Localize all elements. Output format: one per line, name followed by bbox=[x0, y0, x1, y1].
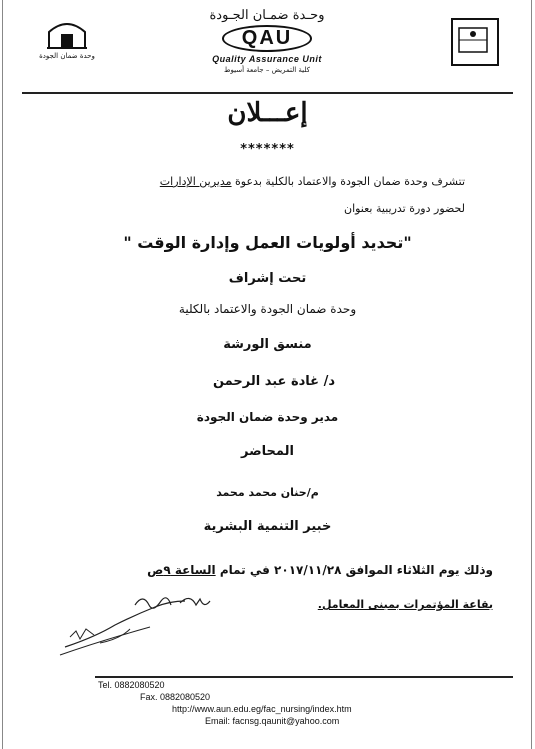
quality-unit-logo bbox=[32, 14, 102, 60]
faculty-name: كلية التمريض – جامعة أسيوط bbox=[224, 66, 310, 74]
header-divider bbox=[22, 92, 513, 94]
time-text: الساعة ٩ص bbox=[147, 563, 216, 577]
building-emblem-icon bbox=[45, 14, 89, 50]
handwritten-signatures bbox=[40, 585, 260, 665]
date-time-line bbox=[40, 563, 493, 577]
course-title: "تحديد أولويات العمل وإدارة الوقت " bbox=[123, 233, 412, 252]
page-edge-right bbox=[531, 0, 532, 749]
supervision-label: تحت إشراف bbox=[228, 271, 307, 286]
footer-divider bbox=[95, 676, 513, 678]
university-emblem-icon bbox=[453, 20, 493, 60]
invitation-line-1 bbox=[40, 175, 465, 188]
coordinator-name: د/ غادة عبد الرحمن bbox=[212, 374, 335, 389]
footer-website-link[interactable]: http://www.aun.edu.eg/fac_nursing/index.htm bbox=[172, 704, 352, 714]
footer-telephone: Tel. 0882080520 bbox=[98, 680, 165, 690]
unit-arabic-name: وحـدة ضمـان الجـودة bbox=[209, 8, 325, 23]
logo-left-caption: وحدة ضمان الجودة bbox=[39, 52, 95, 60]
page-edge-left bbox=[2, 0, 3, 749]
lecturer-name: م/حنان محمد محمد bbox=[216, 486, 319, 499]
footer-fax: Fax. 0882080520 bbox=[140, 692, 211, 702]
coordinator-role: مدير وحدة ضمان الجودة bbox=[196, 410, 339, 424]
announcement-title: إعـــلان bbox=[227, 98, 308, 128]
stars-separator: ******* bbox=[240, 142, 295, 157]
footer-email[interactable]: Email: facnsg.qaunit@yahoo.com bbox=[205, 716, 340, 726]
venue-line: بقاعة المؤتمرات بمبنى المعامل. bbox=[317, 598, 493, 611]
date-text: وذلك يوم الثلاثاء الموافق ٢٠١٧/١١/٢٨ في تمام bbox=[219, 563, 493, 577]
letterhead bbox=[22, 8, 513, 88]
qau-wordmark: QAU bbox=[222, 25, 312, 52]
university-logo bbox=[451, 18, 499, 66]
qau-logo bbox=[182, 8, 352, 74]
qau-subtitle: Quality Assurance Unit bbox=[212, 54, 322, 64]
lecturer-role: خبير التنمية البشرية bbox=[203, 519, 332, 534]
coordinator-label: منسق الورشة bbox=[223, 337, 312, 352]
invitation-line-2: لحضور دورة تدريبية بعنوان bbox=[343, 202, 465, 215]
invitation-audience: مديرين الإدارات bbox=[159, 175, 232, 188]
lecturer-label: المحاضر bbox=[241, 444, 294, 459]
supervising-unit: وحدة ضمان الجودة والاعتماد بالكلية bbox=[178, 302, 357, 316]
invitation-text: تتشرف وحدة ضمان الجودة والاعتماد بالكلية بدعوة bbox=[235, 175, 465, 188]
